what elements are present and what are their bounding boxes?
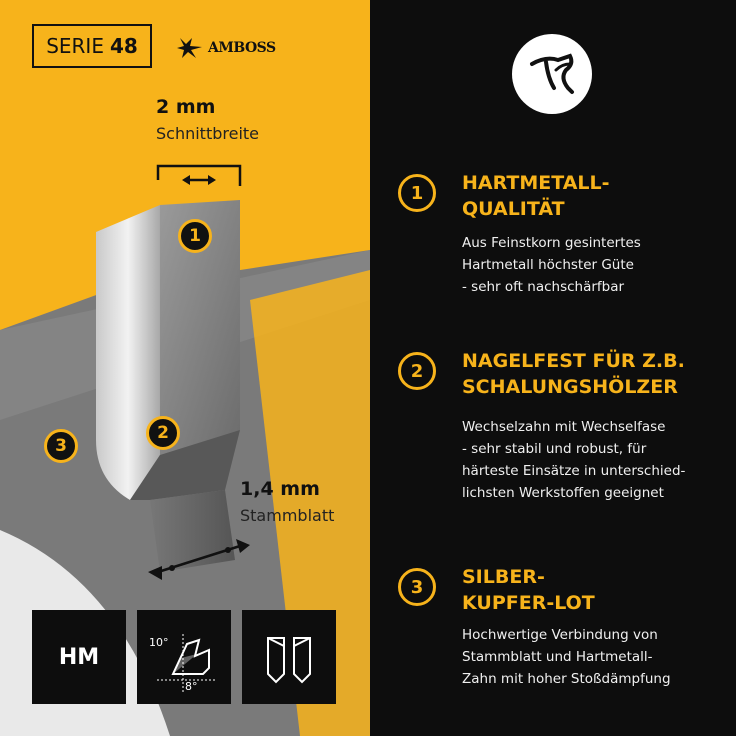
- feature-title: [462, 564, 595, 616]
- feature-desc-line: Hartmetall höchster Güte: [462, 257, 634, 273]
- feature-desc-line: härteste Einsätze in unterschied-: [462, 463, 686, 479]
- feature-desc-line: Zahn mit hoher Stoßdämpfung: [462, 671, 671, 687]
- feature-title-line: QUALITÄT: [462, 198, 565, 220]
- feature-desc-line: - sehr oft nachschärfbar: [462, 279, 625, 295]
- blade-thickness-label: Stammblatt: [240, 506, 335, 525]
- feature-description: [462, 416, 685, 504]
- feature-number: 3: [398, 568, 436, 606]
- tooth-carbide: [96, 205, 160, 500]
- cut-width-label: Schnittbreite: [156, 124, 260, 143]
- features-panel: [370, 0, 736, 736]
- anvil-star-icon: [176, 36, 204, 60]
- feature-desc-line: lichsten Werkstoffen geeignet: [462, 485, 664, 501]
- alternate-teeth-icon: [242, 610, 336, 704]
- feature-title-line: SILBER-: [462, 566, 545, 588]
- marker-1: 1: [178, 219, 212, 253]
- feature-description: [462, 232, 641, 298]
- feature-desc-line: Stammblatt und Hartmetall-: [462, 649, 653, 665]
- brand-name: AMBOSS: [208, 40, 276, 56]
- tile-tooth-shape: [242, 610, 336, 704]
- feature-title: [462, 348, 685, 400]
- stem-blade: [150, 490, 235, 572]
- blade-thickness-value: 1,4 mm: [240, 478, 320, 500]
- feature-nail-proof: [398, 348, 728, 508]
- cut-width-value: 2 mm: [156, 96, 216, 118]
- carbide-label: HM: [58, 644, 100, 670]
- series-label: [32, 24, 152, 68]
- feature-title-line: SCHALUNGSHÖLZER: [462, 376, 678, 398]
- tile-tooth-angle: [137, 610, 231, 704]
- feature-desc-line: Hochwertige Verbindung von: [462, 627, 658, 643]
- angle-top: 10°: [149, 636, 169, 649]
- feature-title: [462, 170, 610, 222]
- feature-desc-line: Aus Feinstkorn gesintertes: [462, 235, 641, 251]
- marker-2: 2: [146, 416, 180, 450]
- feature-title-line: NAGELFEST FÜR Z.B.: [462, 350, 685, 372]
- feature-desc-line: Wechselzahn mit Wechselfase: [462, 419, 666, 435]
- feature-desc-line: - sehr stabil und robust, für: [462, 441, 647, 457]
- feature-silver-copper-solder: [398, 564, 728, 704]
- cut-width-bracket: [158, 166, 240, 186]
- tile-carbide: [32, 610, 126, 704]
- angle-bottom: 8°: [185, 680, 198, 693]
- feature-number: 2: [398, 352, 436, 390]
- series-number: 48: [109, 34, 138, 58]
- series-text: SERIE: [46, 34, 104, 58]
- feature-description: [462, 624, 671, 690]
- marker-3: 3: [44, 429, 78, 463]
- feature-title-line: KUPFER-LOT: [462, 592, 595, 614]
- brand-signature-icon: [512, 34, 592, 114]
- brand-signature-logo: [512, 34, 592, 114]
- feature-title-line: HARTMETALL-: [462, 172, 610, 194]
- feature-carbide-quality: [398, 170, 728, 300]
- feature-number: 1: [398, 174, 436, 212]
- brand-logo: [176, 36, 276, 60]
- tooth-angle-icon: [137, 610, 231, 704]
